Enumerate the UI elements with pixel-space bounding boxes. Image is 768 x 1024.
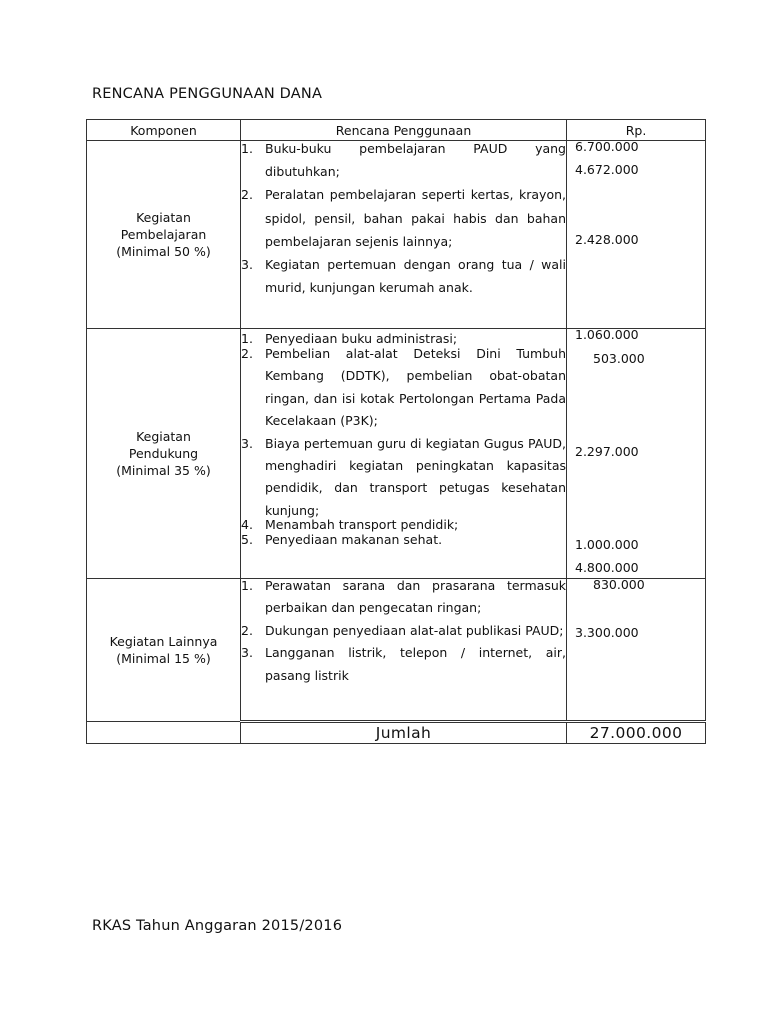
table-row	[87, 141, 706, 329]
total-empty-cell	[87, 722, 241, 744]
list-item: 4. Menambah transport pendidik;	[241, 517, 459, 533]
amount-cell	[567, 329, 706, 579]
header-rencana-penggunaan: Rencana Penggunaan	[241, 120, 567, 141]
amount-value: 830.000	[593, 577, 645, 592]
document-title: RENCANA PENGGUNAAN DANA	[92, 86, 323, 102]
list-item: 2. Dukungan penyediaan alat-alat publikasi PAUD;	[241, 622, 564, 638]
amount-value: 2.428.000	[575, 232, 639, 247]
table-row	[87, 579, 706, 722]
plan-cell	[241, 329, 567, 579]
component-label: Kegiatan Lainnya (Minimal 15 %)	[87, 579, 241, 722]
amount-cell	[567, 579, 706, 722]
amount-value: 4.800.000	[575, 560, 639, 575]
table-row	[87, 329, 706, 579]
amount-value: 1.060.000	[575, 327, 639, 342]
budget-table	[86, 119, 706, 744]
header-rp: Rp.	[567, 120, 706, 141]
total-row	[87, 722, 706, 744]
component-label: Kegiatan Pembelajaran (Minimal 50 %)	[87, 141, 241, 329]
component-label: Kegiatan Pendukung (Minimal 35 %)	[87, 329, 241, 579]
list-item: 2. Peralatan pembelajaran seperti kertas, krayon, spidol, pensil, bahan pakai habis dan bahan pembelajaran sejenis lainnya;	[241, 187, 566, 249]
total-label: Jumlah	[241, 722, 567, 744]
amount-value: 503.000	[593, 351, 645, 366]
list-item: 1. Penyediaan buku administrasi;	[241, 331, 458, 346]
amount-cell	[567, 141, 706, 329]
list-item: 5. Penyediaan makanan sehat.	[241, 532, 443, 548]
document-footer: RKAS Tahun Anggaran 2015/2016	[92, 918, 343, 934]
amount-value: 4.672.000	[575, 162, 639, 177]
amount-value: 6.700.000	[575, 139, 639, 154]
list-item: 3. Langganan listrik, telepon / internet, air, pasang listrik	[241, 645, 566, 683]
amount-value: 1.000.000	[575, 537, 639, 552]
list-item: 3. Kegiatan pertemuan dengan orang tua / wali murid, kunjungan kerumah anak.	[241, 257, 566, 296]
list-item: 1. Buku-buku pembelajaran PAUD yang dibutuhkan;	[241, 141, 566, 180]
amount-value: 2.297.000	[575, 444, 639, 459]
list-item: 3. Biaya pertemuan guru di kegiatan Gugus PAUD, menghadiri kegiatan peningkatan kapasitas pendidik, dan transport petugas kesehatan kunjung;	[241, 435, 566, 518]
amount-value: 3.300.000	[575, 625, 639, 640]
plan-cell	[241, 579, 567, 722]
total-value: 27.000.000	[567, 722, 706, 744]
plan-cell	[241, 141, 567, 329]
header-komponen: Komponen	[87, 120, 241, 141]
list-item: 2. Pembelian alat-alat Deteksi Dini Tumbuh Kembang (DDTK), pembelian obat-obatan ringan, dan isi kotak Pertolongan Pertama Pada Kecelakaan (P3K);	[241, 346, 566, 429]
list-item: 1. Perawatan sarana dan prasarana termasuk perbaikan dan pengecatan ringan;	[241, 578, 566, 616]
